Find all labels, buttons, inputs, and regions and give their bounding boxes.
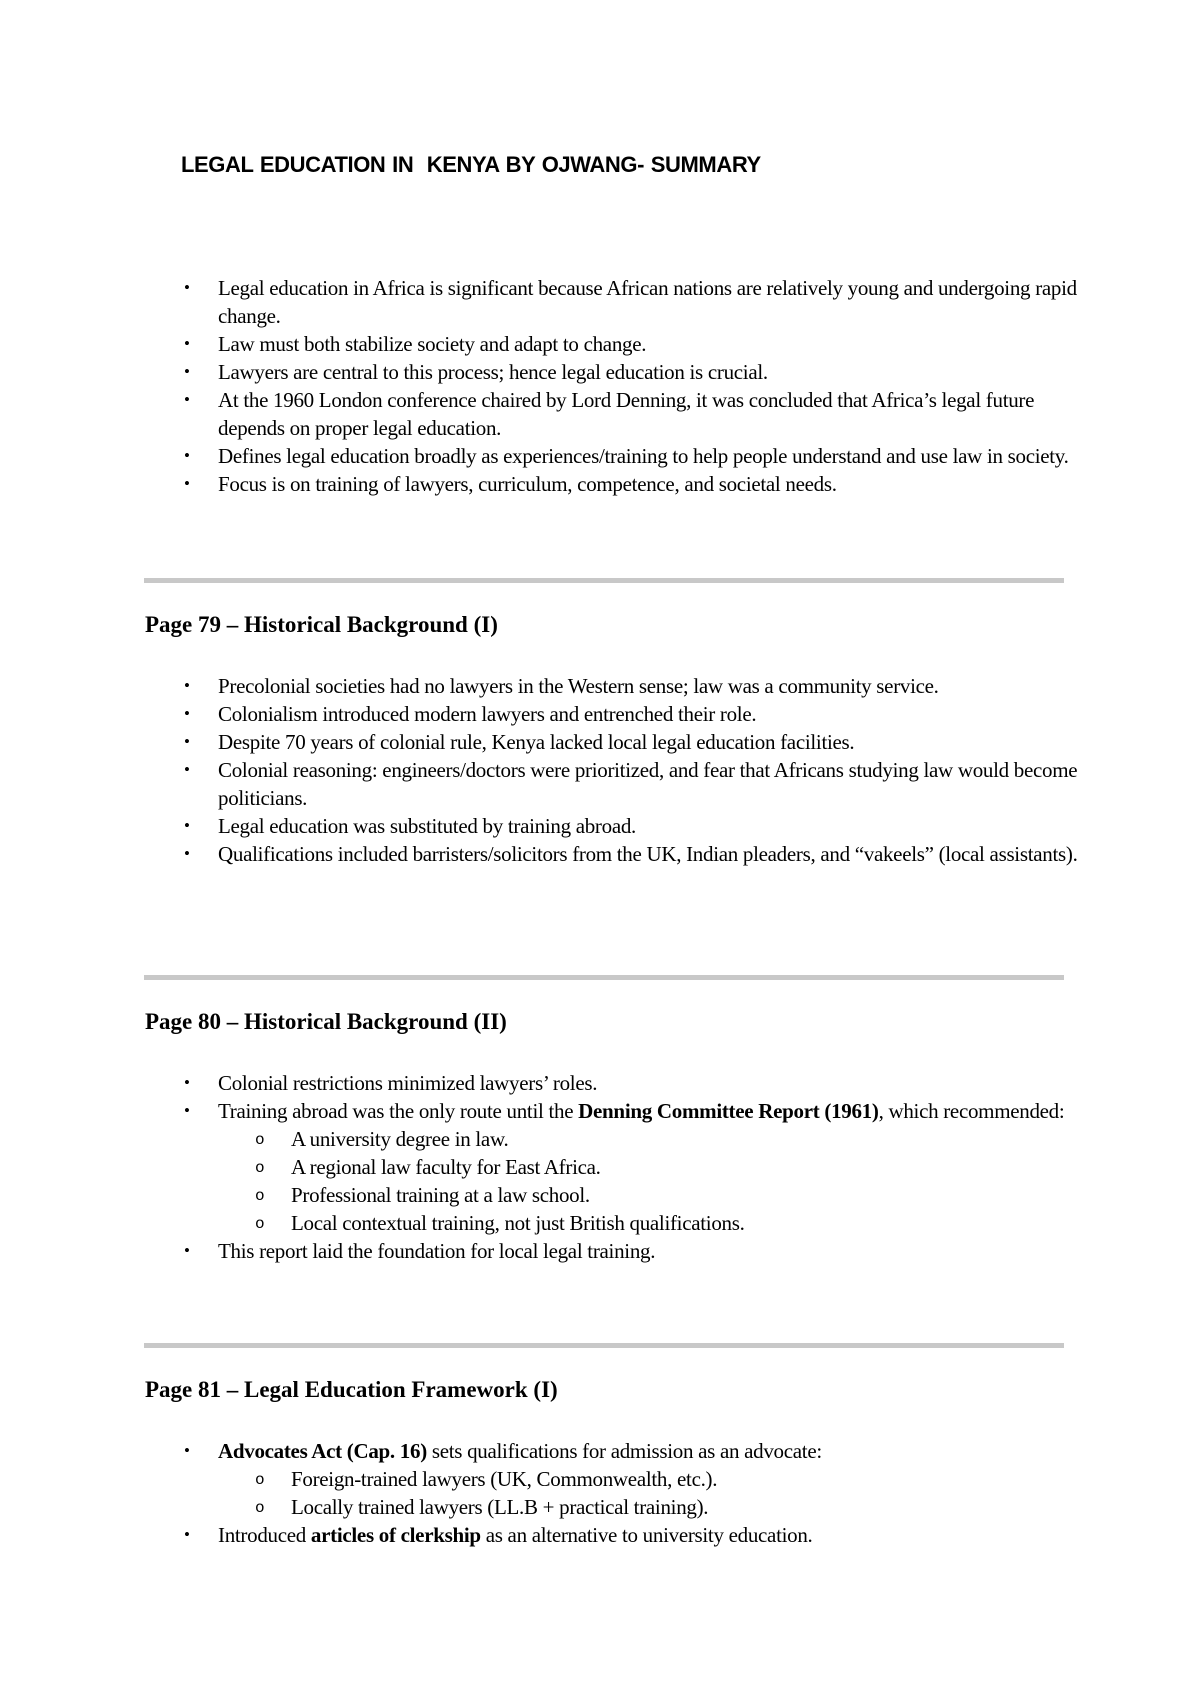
- bullet-icon: •: [184, 362, 190, 381]
- list-item-text-prefix: Training abroad was the only route until the: [218, 1099, 579, 1123]
- list-item-text: At the 1960 London conference chaired by Lord Denning, it was concluded that Africa’s legal future depends on proper legal education.: [218, 388, 1035, 440]
- list-item: [0, 1521, 1078, 1549]
- section-heading-page-80: Page 80 – Historical Background (II): [145, 1009, 507, 1034]
- circle-bullet-icon: o: [255, 1159, 265, 1177]
- qualifications-sub-list: [218, 1465, 1078, 1521]
- sub-list-item-text: Foreign-trained lawyers (UK, Commonwealth, etc.).: [291, 1467, 718, 1491]
- sub-list-item-text: Professional training at a law school.: [291, 1183, 590, 1207]
- bullet-icon: •: [184, 278, 190, 297]
- bullet-icon: •: [184, 1525, 190, 1544]
- list-item-text: Defines legal education broadly as experiences/training to help people understand and use law in society.: [218, 444, 1069, 468]
- list-item-text: Legal education was substituted by training abroad.: [218, 814, 636, 838]
- list-item: [0, 1097, 1078, 1237]
- list-item-text-suffix: sets qualifications for admission as an advocate:: [426, 1439, 822, 1463]
- sub-list-item-text: Locally trained lawyers (LL.B + practical training).: [291, 1495, 709, 1519]
- bullet-icon: •: [184, 1073, 190, 1092]
- sub-list-item-text: A university degree in law.: [291, 1127, 509, 1151]
- bullet-icon: •: [184, 1101, 190, 1120]
- circle-bullet-icon: o: [255, 1499, 265, 1517]
- sub-list-item: [218, 1465, 1078, 1493]
- section-divider: [144, 578, 1064, 583]
- circle-bullet-icon: o: [255, 1187, 265, 1205]
- list-item: [0, 274, 1078, 330]
- bullet-icon: •: [184, 704, 190, 723]
- sub-list-item: [218, 1181, 1078, 1209]
- list-item-text: Colonial reasoning: engineers/doctors were prioritized, and fear that Africans studying law would become politicians.: [218, 758, 1078, 810]
- list-item: [0, 1069, 1078, 1097]
- bullet-icon: •: [184, 474, 190, 493]
- page-79-bullet-list: [0, 672, 1200, 868]
- sub-list-item: [218, 1209, 1078, 1237]
- bullet-icon: •: [184, 446, 190, 465]
- list-item: [0, 728, 1078, 756]
- circle-bullet-icon: o: [255, 1131, 265, 1149]
- list-item: [0, 700, 1078, 728]
- bullet-icon: •: [184, 390, 190, 409]
- bullet-icon: •: [184, 676, 190, 695]
- report-name-bold: Denning Committee Report (1961): [578, 1099, 879, 1123]
- bullet-icon: •: [184, 844, 190, 863]
- list-item: [0, 756, 1078, 812]
- sub-list-item: [218, 1125, 1078, 1153]
- list-item: [0, 330, 1078, 358]
- intro-bullet-list: [0, 274, 1200, 498]
- section-heading-page-79: Page 79 – Historical Background (I): [145, 612, 498, 637]
- list-item: [0, 442, 1078, 470]
- sub-list-item-text: A regional law faculty for East Africa.: [291, 1155, 601, 1179]
- page-81-bullet-list: [0, 1437, 1200, 1549]
- list-item: [0, 386, 1078, 442]
- list-item-text: Despite 70 years of colonial rule, Kenya lacked local legal education facilities.: [218, 730, 855, 754]
- page-80-bullet-list: [0, 1069, 1200, 1265]
- list-item: [0, 672, 1078, 700]
- act-name-bold: Advocates Act (Cap. 16): [218, 1439, 427, 1463]
- list-item: [0, 812, 1078, 840]
- list-item-text: Focus is on training of lawyers, curriculum, competence, and societal needs.: [218, 472, 837, 496]
- list-item-text: Law must both stabilize society and adapt to change.: [218, 332, 647, 356]
- list-item-text-suffix: , which recommended:: [878, 1099, 1065, 1123]
- sub-list-item: [218, 1153, 1078, 1181]
- list-item-text: Legal education in Africa is significant because African nations are relatively young and undergoing rapid change.: [218, 276, 1077, 328]
- clerkship-bold: articles of clerkship: [310, 1523, 481, 1547]
- sub-list-item-text: Local contextual training, not just British qualifications.: [291, 1211, 745, 1235]
- list-item: [0, 1437, 1078, 1521]
- list-item: [0, 358, 1078, 386]
- list-item-text-suffix: as an alternative to university education.: [480, 1523, 813, 1547]
- document-title: LEGAL EDUCATION IN KENYA BY OJWANG- SUMMARY: [181, 152, 761, 177]
- section-divider: [144, 975, 1064, 980]
- bullet-icon: •: [184, 732, 190, 751]
- list-item-text: Colonialism introduced modern lawyers and entrenched their role.: [218, 702, 757, 726]
- circle-bullet-icon: o: [255, 1471, 265, 1489]
- circle-bullet-icon: o: [255, 1215, 265, 1233]
- list-item-text-prefix: Introduced: [218, 1523, 311, 1547]
- list-item-text: This report laid the foundation for local legal training.: [218, 1239, 656, 1263]
- list-item-text: Colonial restrictions minimized lawyers’ roles.: [218, 1071, 598, 1095]
- list-item-text: Lawyers are central to this process; hence legal education is crucial.: [218, 360, 768, 384]
- bullet-icon: •: [184, 760, 190, 779]
- list-item: [0, 470, 1078, 498]
- section-divider: [144, 1343, 1064, 1348]
- bullet-icon: •: [184, 1241, 190, 1260]
- recommendations-sub-list: [218, 1125, 1078, 1237]
- bullet-icon: •: [184, 1441, 190, 1460]
- bullet-icon: •: [184, 334, 190, 353]
- list-item-text: Qualifications included barristers/solicitors from the UK, Indian pleaders, and “vakeels” (local assistants).: [218, 842, 1078, 866]
- sub-list-item: [218, 1493, 1078, 1521]
- bullet-icon: •: [184, 816, 190, 835]
- list-item-text: Precolonial societies had no lawyers in the Western sense; law was a community service.: [218, 674, 939, 698]
- list-item: [0, 840, 1078, 868]
- list-item: [0, 1237, 1078, 1265]
- section-heading-page-81: Page 81 – Legal Education Framework (I): [145, 1377, 558, 1402]
